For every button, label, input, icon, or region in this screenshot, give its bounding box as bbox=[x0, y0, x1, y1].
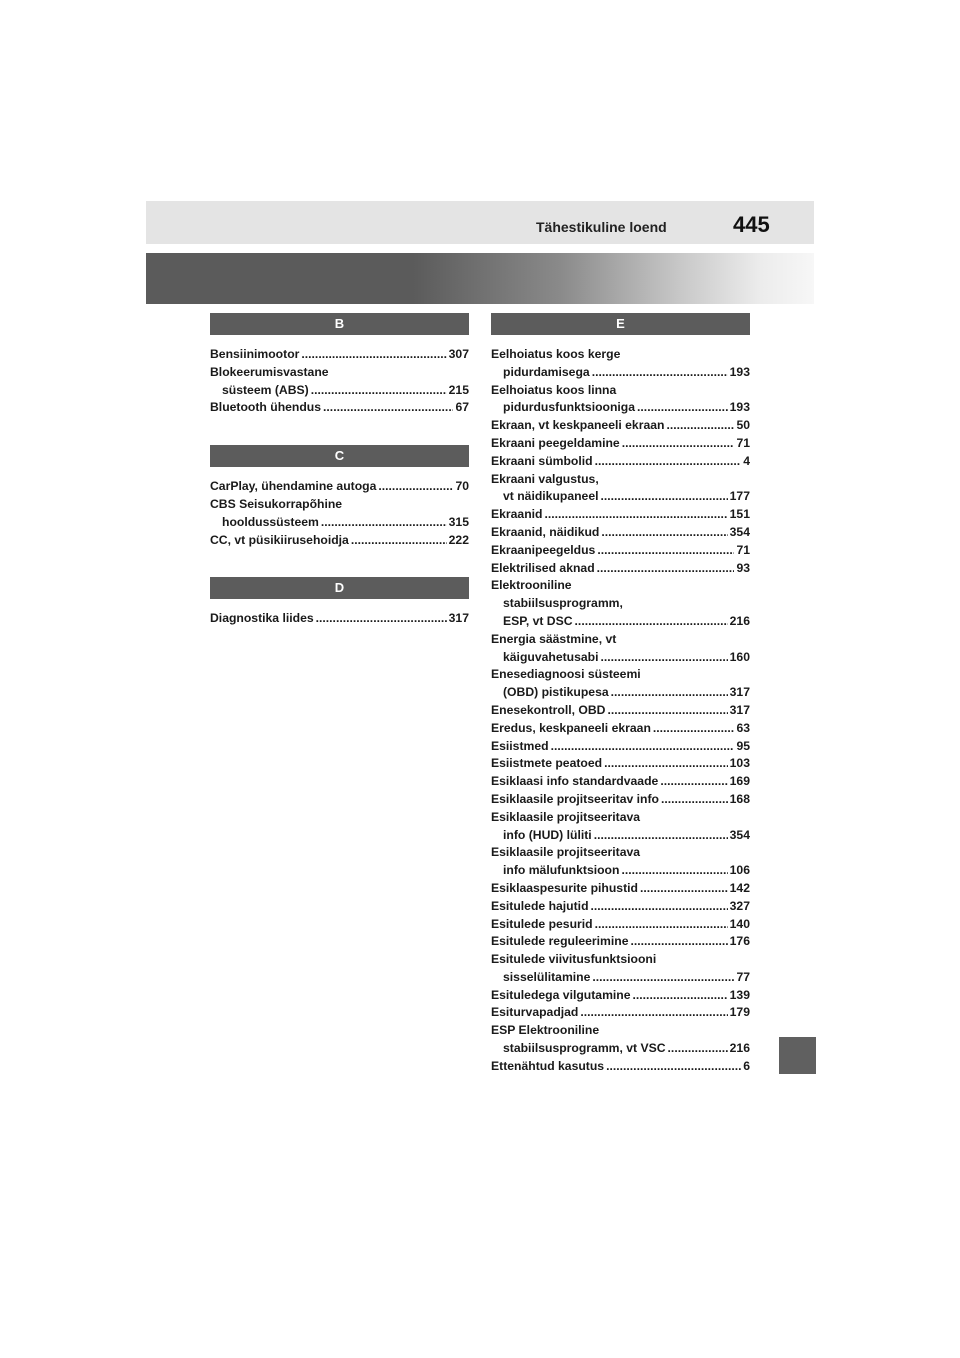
index-entry bbox=[491, 542, 750, 560]
index-entry bbox=[491, 417, 750, 435]
section-letter: B bbox=[210, 313, 469, 335]
entry-text: Bluetooth ühendus bbox=[210, 400, 322, 415]
index-entry bbox=[210, 346, 469, 364]
page-number: 445 bbox=[733, 212, 770, 237]
leader-dots bbox=[597, 542, 734, 560]
entry-line bbox=[491, 684, 750, 702]
entry-page: 4 bbox=[743, 453, 750, 468]
leader-dots bbox=[631, 933, 728, 951]
entry-line bbox=[491, 1022, 750, 1040]
entry-page: 169 bbox=[729, 774, 750, 789]
entry-text: süsteem (ABS) bbox=[222, 382, 309, 397]
entry-page: 354 bbox=[729, 524, 750, 539]
entry-line bbox=[491, 435, 750, 453]
entry-line bbox=[491, 399, 750, 417]
index-entry bbox=[210, 364, 469, 400]
leader-dots bbox=[653, 720, 735, 738]
leader-dots bbox=[660, 773, 727, 791]
index-entry bbox=[491, 560, 750, 578]
leader-dots bbox=[606, 1058, 741, 1076]
entry-text: Ekraan, vt keskpaneeli ekraan bbox=[491, 418, 665, 433]
entry-text: Ekraanid, näidikud bbox=[491, 524, 600, 539]
entry-page: 168 bbox=[729, 791, 750, 806]
index-column-right bbox=[491, 313, 750, 1104]
entry-line bbox=[210, 496, 469, 514]
decorative-band bbox=[146, 253, 814, 304]
entry-line bbox=[491, 382, 750, 400]
index-section bbox=[491, 313, 750, 1076]
entry-line bbox=[491, 827, 750, 845]
entry-text: Ekraanipeegeldus bbox=[491, 542, 596, 557]
leader-dots bbox=[580, 1004, 727, 1022]
entry-text: CBS Seisukorrapõhine bbox=[210, 496, 343, 511]
entry-page: 106 bbox=[729, 863, 750, 878]
entry-text: Ettenähtud kasutus bbox=[491, 1058, 605, 1073]
entry-line bbox=[210, 399, 469, 417]
header-bar bbox=[146, 201, 814, 244]
leader-dots bbox=[622, 435, 735, 453]
entry-line bbox=[491, 1058, 750, 1076]
entry-line bbox=[491, 364, 750, 382]
entry-text: Enesediagnoosi süsteemi bbox=[491, 667, 641, 682]
section-letter: E bbox=[491, 313, 750, 335]
entry-page: 215 bbox=[448, 382, 469, 397]
page-title: Tähestikuline loend bbox=[536, 219, 667, 235]
index-entry bbox=[491, 755, 750, 773]
entry-text: Ekraanid bbox=[491, 507, 543, 522]
entry-text: Eelhoiatus koos linna bbox=[491, 382, 617, 397]
entry-page: 327 bbox=[729, 898, 750, 913]
index-entry bbox=[491, 435, 750, 453]
entry-page: 193 bbox=[729, 364, 750, 379]
entry-line bbox=[210, 610, 469, 628]
index-entry bbox=[491, 951, 750, 987]
entry-text: stabiilsusprogramm, bbox=[503, 596, 623, 611]
index-entry bbox=[491, 702, 750, 720]
entry-line bbox=[491, 773, 750, 791]
entry-line bbox=[491, 595, 750, 613]
leader-dots bbox=[597, 560, 735, 578]
leader-dots bbox=[633, 987, 728, 1005]
leader-dots bbox=[316, 610, 447, 628]
leader-dots bbox=[595, 916, 728, 934]
index-section bbox=[210, 313, 469, 417]
index-entry bbox=[491, 453, 750, 471]
entry-line bbox=[491, 755, 750, 773]
entry-page: 177 bbox=[729, 489, 750, 504]
entry-line bbox=[491, 560, 750, 578]
leader-dots bbox=[323, 399, 453, 417]
entry-text: CarPlay, ühendamine autoga bbox=[210, 479, 377, 494]
entry-line bbox=[491, 702, 750, 720]
entry-line bbox=[491, 844, 750, 862]
chapter-tab bbox=[779, 1037, 816, 1074]
entry-line bbox=[491, 1004, 750, 1022]
entry-line bbox=[491, 488, 750, 506]
entry-text: Esiistmed bbox=[491, 738, 549, 753]
entry-text: Bensiinimootor bbox=[210, 347, 300, 361]
section-letter: D bbox=[210, 577, 469, 599]
entry-page: 77 bbox=[736, 969, 750, 984]
index-entry bbox=[491, 1004, 750, 1022]
entry-page: 151 bbox=[729, 507, 750, 522]
entry-text: Ekraani peegeldamine bbox=[491, 435, 620, 450]
index-entry bbox=[491, 382, 750, 418]
entry-page: 317 bbox=[729, 702, 750, 717]
entry-page: 63 bbox=[736, 720, 750, 735]
index-entry bbox=[491, 844, 750, 880]
entry-line bbox=[491, 809, 750, 827]
entry-line bbox=[491, 880, 750, 898]
leader-dots bbox=[592, 969, 734, 987]
entry-text: Blokeerumisvastane bbox=[210, 364, 329, 379]
entry-page: 317 bbox=[448, 611, 469, 626]
entry-text: pidurdamisega bbox=[503, 364, 590, 379]
index-entry bbox=[491, 773, 750, 791]
leader-dots bbox=[666, 417, 734, 435]
entry-text: Esiklaasi info standardvaade bbox=[491, 774, 659, 789]
entry-page: 307 bbox=[448, 347, 469, 361]
entry-text: Esiklaasile projitseeritava bbox=[491, 845, 641, 860]
entry-line bbox=[491, 791, 750, 809]
entry-page: 354 bbox=[729, 827, 750, 842]
leader-dots bbox=[604, 755, 728, 773]
index-entry bbox=[491, 720, 750, 738]
entry-line bbox=[491, 649, 750, 667]
leader-dots bbox=[621, 862, 727, 880]
index-entry bbox=[491, 666, 750, 702]
entry-page: 50 bbox=[736, 418, 750, 433]
leader-dots bbox=[607, 702, 727, 720]
entry-page: 179 bbox=[729, 1005, 750, 1020]
index-entry bbox=[491, 916, 750, 934]
index-entry bbox=[210, 478, 469, 496]
entry-text: Esitulede hajutid bbox=[491, 898, 589, 913]
leader-dots bbox=[311, 382, 447, 400]
index-entry bbox=[210, 399, 469, 417]
entry-line bbox=[491, 453, 750, 471]
entry-page: 95 bbox=[736, 738, 750, 753]
entry-line bbox=[491, 916, 750, 934]
index-entry bbox=[491, 987, 750, 1005]
leader-dots bbox=[591, 898, 728, 916]
entry-page: 176 bbox=[729, 934, 750, 949]
index-entry bbox=[491, 346, 750, 382]
entry-text: Energia säästmine, vt bbox=[491, 631, 617, 646]
entry-line bbox=[491, 969, 750, 987]
entry-line bbox=[491, 933, 750, 951]
index-entry bbox=[491, 880, 750, 898]
entry-line bbox=[210, 346, 469, 364]
leader-dots bbox=[640, 880, 728, 898]
leader-dots bbox=[321, 514, 447, 532]
leader-dots bbox=[378, 478, 453, 496]
entry-line bbox=[491, 738, 750, 756]
entry-line bbox=[491, 898, 750, 916]
entry-line bbox=[491, 346, 750, 364]
entry-text: Esitulede pesurid bbox=[491, 916, 593, 931]
entry-line bbox=[491, 951, 750, 969]
index-entry bbox=[210, 532, 469, 550]
entry-line bbox=[491, 987, 750, 1005]
entry-page: 140 bbox=[729, 916, 750, 931]
leader-dots bbox=[544, 506, 727, 524]
entry-line bbox=[491, 666, 750, 684]
entry-text: Esiklaasile projitseeritava bbox=[491, 809, 641, 824]
index-entry bbox=[491, 1022, 750, 1058]
index-entry bbox=[491, 524, 750, 542]
leader-dots bbox=[551, 738, 735, 756]
entry-page: 6 bbox=[743, 1058, 750, 1073]
entry-page: 67 bbox=[455, 400, 469, 415]
entry-text: Elektrilised aknad bbox=[491, 560, 595, 575]
entry-page: 160 bbox=[729, 649, 750, 664]
index-entry bbox=[210, 496, 469, 532]
entry-text: Ekraani sümbolid bbox=[491, 453, 593, 468]
entry-line bbox=[210, 478, 469, 496]
entry-page: 142 bbox=[729, 880, 750, 895]
entry-text: Diagnostika liides bbox=[210, 611, 314, 626]
index-entry bbox=[491, 898, 750, 916]
entry-text: info (HUD) lüliti bbox=[503, 827, 592, 842]
entry-page: 317 bbox=[729, 685, 750, 700]
leader-dots bbox=[668, 1040, 728, 1058]
entry-text: hooldussüsteem bbox=[222, 514, 319, 529]
index-entry bbox=[491, 577, 750, 630]
section-letter: C bbox=[210, 445, 469, 467]
entry-page: 70 bbox=[455, 479, 469, 494]
entry-line bbox=[491, 506, 750, 524]
entry-text: pidurdusfunktsiooniga bbox=[503, 400, 636, 415]
entry-list bbox=[491, 346, 750, 1076]
index-entry bbox=[491, 738, 750, 756]
entry-page: 71 bbox=[736, 542, 750, 557]
entry-list bbox=[210, 478, 469, 549]
leader-dots bbox=[592, 364, 728, 382]
index-entry bbox=[210, 610, 469, 628]
entry-line bbox=[491, 471, 750, 489]
index-entry bbox=[491, 506, 750, 524]
entry-text: Esiturvapadjad bbox=[491, 1005, 579, 1020]
entry-text: sisselülitamine bbox=[503, 969, 591, 984]
index-entry bbox=[491, 933, 750, 951]
entry-line bbox=[210, 514, 469, 532]
entry-text: Esitulede reguleerimine bbox=[491, 934, 629, 949]
entry-text: Esiklaasile projitseeritav info bbox=[491, 791, 659, 806]
entry-list bbox=[210, 346, 469, 417]
index-section bbox=[210, 445, 469, 549]
entry-line bbox=[491, 862, 750, 880]
entry-page: 193 bbox=[729, 400, 750, 415]
entry-page: 222 bbox=[448, 532, 469, 547]
entry-page: 93 bbox=[736, 560, 750, 575]
entry-line bbox=[491, 613, 750, 631]
entry-text: Elektrooniline bbox=[491, 578, 572, 593]
leader-dots bbox=[594, 827, 728, 845]
entry-text: ESP Elektrooniline bbox=[491, 1023, 600, 1038]
entry-page: 216 bbox=[729, 613, 750, 628]
entry-line bbox=[491, 631, 750, 649]
entry-text: ESP, vt DSC bbox=[503, 613, 573, 628]
leader-dots bbox=[601, 649, 728, 667]
entry-page: 139 bbox=[729, 987, 750, 1002]
entry-text: Esiistmete peatoed bbox=[491, 756, 603, 771]
entry-text: Ekraani valgustus, bbox=[491, 471, 599, 486]
leader-dots bbox=[637, 399, 728, 417]
index-entry bbox=[491, 631, 750, 667]
leader-dots bbox=[601, 488, 728, 506]
index-entry bbox=[491, 791, 750, 809]
entry-text: käiguvahetusabi bbox=[503, 649, 599, 664]
index-entry bbox=[491, 809, 750, 845]
entry-line bbox=[491, 417, 750, 435]
leader-dots bbox=[351, 532, 447, 550]
entry-line bbox=[210, 364, 469, 382]
entry-page: 216 bbox=[729, 1041, 750, 1056]
entry-text: vt näidikupaneel bbox=[503, 489, 599, 504]
entry-text: Esiklaaspesurite pihustid bbox=[491, 880, 638, 895]
index-column-left bbox=[210, 313, 469, 656]
leader-dots bbox=[301, 346, 446, 364]
entry-line bbox=[491, 1040, 750, 1058]
leader-dots bbox=[575, 613, 728, 631]
entry-line bbox=[491, 577, 750, 595]
leader-dots bbox=[595, 453, 742, 471]
entry-text: Eredus, keskpaneeli ekraan bbox=[491, 720, 651, 735]
entry-text: Enesekontroll, OBD bbox=[491, 702, 606, 717]
entry-text: Esitulede viivitusfunktsiooni bbox=[491, 952, 657, 967]
entry-line bbox=[210, 382, 469, 400]
entry-line bbox=[491, 542, 750, 560]
entry-line bbox=[491, 720, 750, 738]
entry-line bbox=[210, 532, 469, 550]
entry-text: Esituledega vilgutamine bbox=[491, 987, 631, 1002]
entry-text: (OBD) pistikupesa bbox=[503, 685, 609, 700]
entry-text: stabiilsusprogramm, vt VSC bbox=[503, 1041, 666, 1056]
index-section bbox=[210, 577, 469, 628]
entry-line bbox=[491, 524, 750, 542]
entry-text: Eelhoiatus koos kerge bbox=[491, 347, 621, 361]
leader-dots bbox=[601, 524, 727, 542]
entry-list bbox=[210, 610, 469, 628]
index-entry bbox=[491, 1058, 750, 1076]
leader-dots bbox=[611, 684, 728, 702]
entry-text: info mälufunktsioon bbox=[503, 863, 620, 878]
entry-page: 103 bbox=[729, 756, 750, 771]
index-entry bbox=[491, 471, 750, 507]
entry-page: 71 bbox=[736, 435, 750, 450]
leader-dots bbox=[661, 791, 728, 809]
entry-page: 315 bbox=[448, 514, 469, 529]
entry-text: CC, vt püsikiirusehoidja bbox=[210, 532, 349, 547]
